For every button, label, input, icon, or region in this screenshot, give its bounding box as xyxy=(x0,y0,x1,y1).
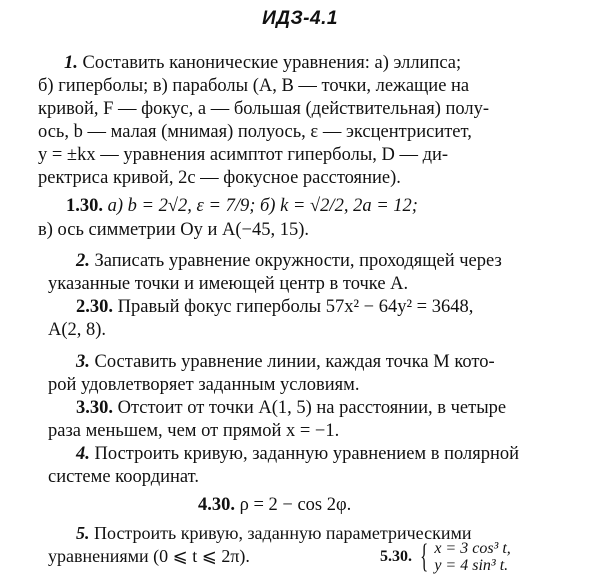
task1-line-5: y = ±kx — уравнения асимптот гиперболы, D — ди- xyxy=(38,145,449,165)
task5-line-1 xyxy=(76,522,600,544)
task1-line-3: кривой, F — фокус, a — большая (действительная) полу- xyxy=(38,99,490,119)
task2-number: 2. xyxy=(76,251,90,271)
task1-line-2: б) гиперболы; в) параболы (A, B — точки, лежащие на xyxy=(38,76,470,96)
problem-4-30-line xyxy=(198,494,600,516)
problem-2-30-line-1 xyxy=(76,296,600,318)
problem-1-30-number: 1.30. xyxy=(66,196,103,216)
parametric-equation-x: x = 3 cos³ t, xyxy=(434,540,511,557)
task1-line-1 xyxy=(64,52,600,74)
parametric-system xyxy=(434,540,510,574)
problem-1-30-line-2: в) ось симметрии Oy и A(−45, 15). xyxy=(38,220,309,240)
problem-5-30-number: 5.30. xyxy=(380,548,412,565)
task2-line-1 xyxy=(76,250,600,272)
task1-number: 1. xyxy=(64,53,78,73)
problem-3-30-text-1: Отстоит от точки A(1, 5) на расстоянии, в четыре xyxy=(117,398,507,418)
problem-2-30-number: 2.30. xyxy=(76,297,113,317)
problem-3-30-line-2: раза меньшем, чем от прямой x = −1. xyxy=(48,421,340,441)
task1-line-6: ректриса кривой, 2c — фокусное расстояние). xyxy=(38,168,401,188)
task5-line-2: уравнениями (0 ⩽ t ⩽ 2π). xyxy=(48,546,250,566)
task3-line-2: рой удовлетворяет заданным условиям. xyxy=(48,375,360,395)
task2-line-2: указанные точки и имеющей центр в точке A. xyxy=(48,274,409,294)
problem-4-30-formula: ρ = 2 − cos 2φ. xyxy=(239,495,352,515)
task4-line-2: системе координат. xyxy=(48,467,199,487)
task5-number: 5. xyxy=(76,523,90,543)
task2-text-1: Записать уравнение окружности, проходящей через xyxy=(94,251,502,271)
task3-number: 3. xyxy=(76,352,90,372)
task4-line-1 xyxy=(76,443,600,465)
task3-line-1 xyxy=(76,351,600,373)
system-brace: { xyxy=(420,538,429,575)
problem-4-30-number: 4.30. xyxy=(198,495,235,515)
task1-line-4: ось, b — малая (мнимая) полуось, ε — эксцентриситет, xyxy=(38,122,472,142)
problem-3-30-line-1 xyxy=(76,397,600,419)
parametric-equation-y: y = 4 sin³ t. xyxy=(434,557,509,574)
problem-2-30-line-2: A(2, 8). xyxy=(48,320,107,340)
problem-2-30-text-1: Правый фокус гиперболы 57x² − 64y² = 3648, xyxy=(117,297,474,317)
task5-text-1: Построить кривую, заданную параметрическими xyxy=(94,523,472,543)
task3-text-1: Составить уравнение линии, каждая точка M кото- xyxy=(94,352,495,372)
page-title: ИДЗ-4.1 xyxy=(262,8,338,29)
problem-3-30-number: 3.30. xyxy=(76,398,113,418)
task1-text-1: Составить канонические уравнения: а) эллипса; xyxy=(82,53,462,73)
problem-5-30 xyxy=(380,540,511,574)
task4-number: 4. xyxy=(76,444,90,464)
task4-text-1: Построить кривую, заданную уравнением в полярной xyxy=(94,444,520,464)
problem-1-30-line-1 xyxy=(66,195,600,217)
problem-1-30-text-1: а) b = 2√2, ε = 7/9; б) k = √2/2, 2a = 12; xyxy=(107,196,418,216)
